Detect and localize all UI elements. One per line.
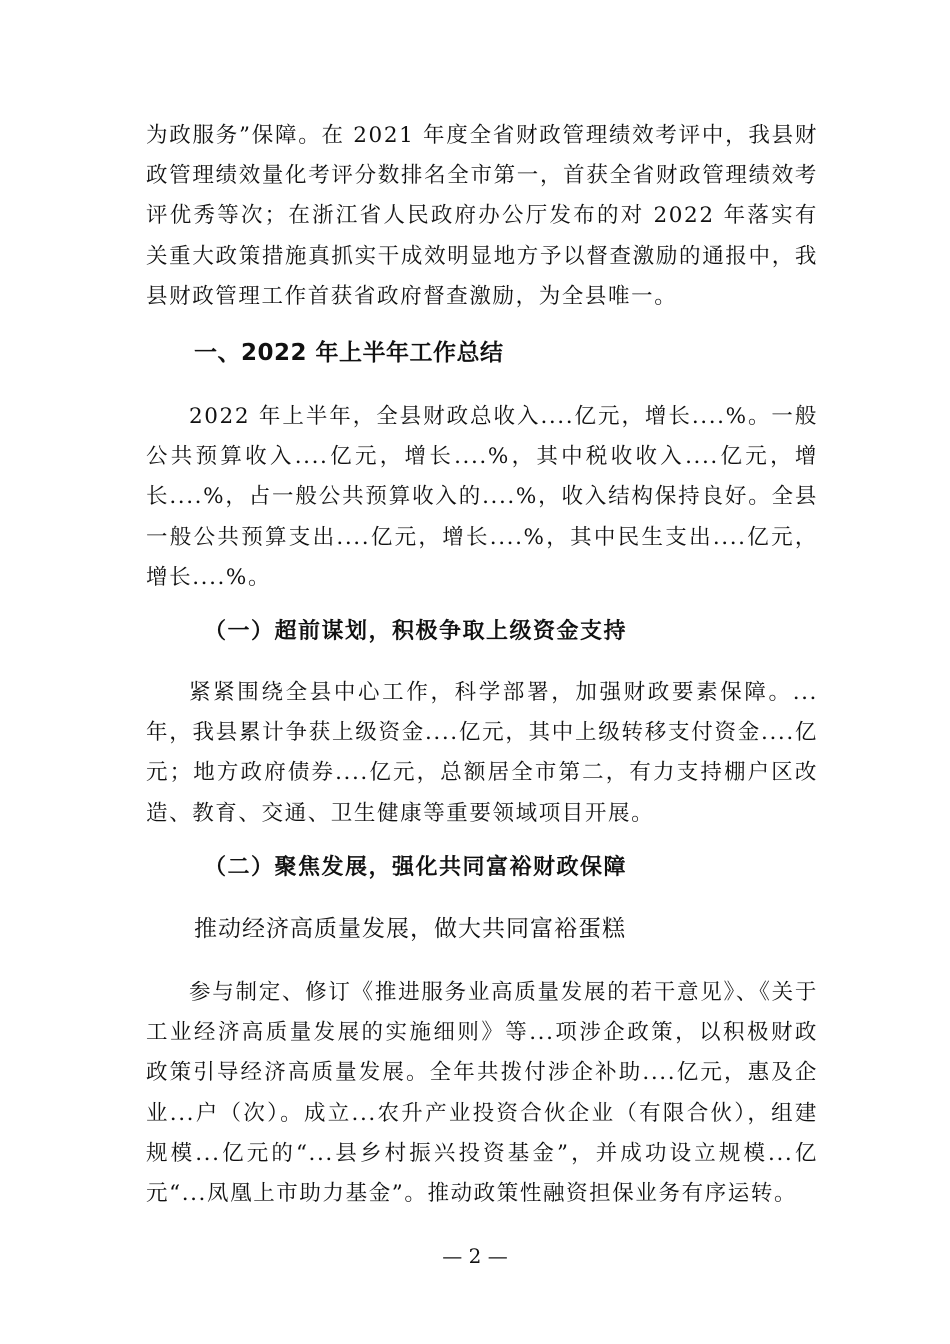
- section-heading-first-half-summary: 一、2022 年上半年工作总结: [194, 340, 504, 366]
- section2-paragraph: 参与制定、修订《推进服务业高质量发展的若干意见》、《关于工业经济高质量发展的实施细则》等...项涉企政策，以积极财政政策引导经济高质量发展。全年共拨付涉企补助....亿元，惠及企业...户（次）。成立...农升产业投资合伙企业（有限合伙），组建规模...亿元的“...县乡村振兴投资基金”，并成功设立规模...亿元“...凤凰上市助力基金”。推动政策性融资担保业务有序运转。: [146, 980, 818, 1207]
- intro-paragraph: 为政服务”保障。在 2021 年度全省财政管理绩效考评中，我县财政管理绩效量化考评分数排名全市第一，首获全省财政管理绩效考评优秀等次；在浙江省人民政府办公厅发布的对 2022 年落实有关重大政策措施真抓实干成效明显地方予以督查激励的通报中，我县财政管理工作首获省政府督查激励，为全县唯一。: [146, 123, 818, 309]
- sub-heading-economic-development: 推动经济高质量发展，做大共同富裕蛋糕: [194, 916, 626, 942]
- page-number: — 2 —: [442, 1244, 508, 1268]
- section1-paragraph: 紧紧围绕全县中心工作，科学部署，加强财政要素保障。...年，我县累计争获上级资金....亿元，其中上级转移支付资金....亿元；地方政府债券....亿元，总额居全市第二，有力支持棚户区改造、教育、交通、卫生健康等重要领域项目开展。: [146, 680, 818, 826]
- subsection-heading-common-prosperity: （二）聚焦发展，强化共同富裕财政保障: [204, 854, 628, 880]
- subsection-heading-superior-funds: （一）超前谋划，积极争取上级资金支持: [204, 618, 628, 644]
- summary-paragraph: 2022 年上半年，全县财政总收入....亿元，增长....%。一般公共预算收入....亿元，增长....%，其中税收收入....亿元，增长....%，占一般公共预算收入的....%，收入结构保持良好。全县一般公共预算支出....亿元，增长....%，其中民生支出....亿元，增长....%。: [146, 404, 818, 590]
